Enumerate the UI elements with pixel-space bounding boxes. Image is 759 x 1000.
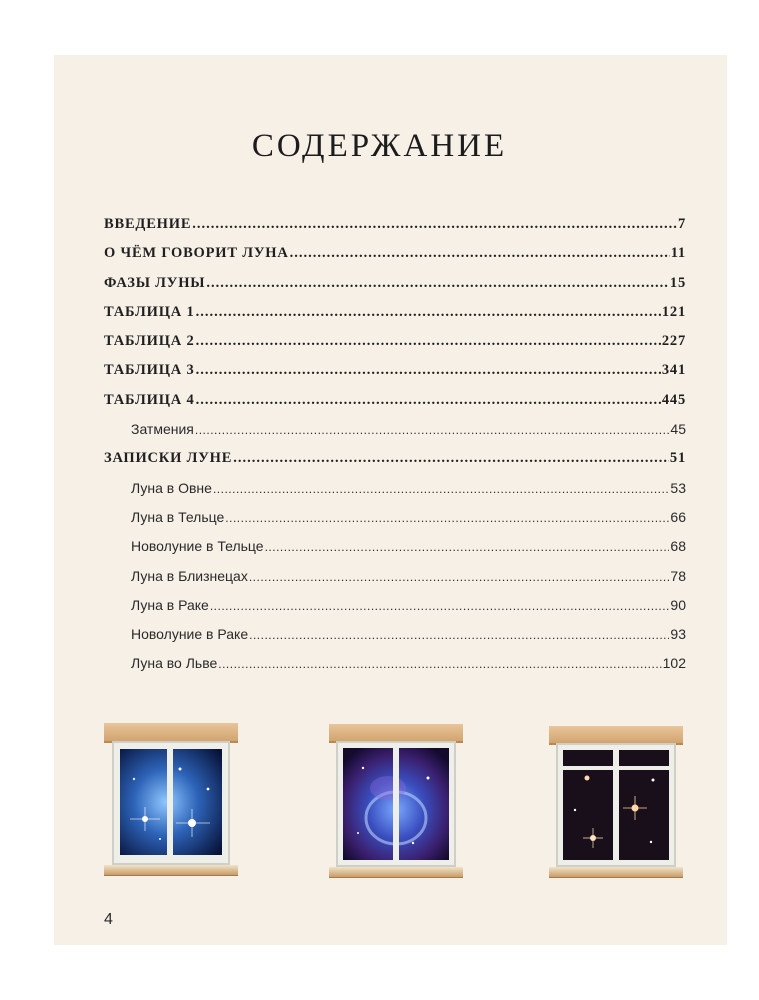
toc-entry-page: 66 (670, 508, 686, 525)
toc-entry-label: ВВЕДЕНИЕ (104, 216, 192, 232)
leader-dots (290, 245, 670, 262)
starfield-image (120, 749, 222, 855)
toc-entry-page: 53 (670, 479, 686, 496)
window-sill (549, 867, 683, 878)
leader-dots (249, 626, 669, 642)
dark-stars-image (563, 750, 669, 860)
toc-entry[interactable] (104, 245, 686, 274)
toc-entry-page: 7 (677, 216, 686, 232)
toc-entry-page: 341 (661, 362, 686, 379)
toc-entry[interactable] (104, 333, 686, 362)
toc-entry-label: Новолуние в Раке (131, 626, 249, 643)
toc-entry[interactable] (104, 304, 686, 333)
toc-entry-page: 227 (661, 333, 686, 350)
toc-entry-page: 51 (669, 450, 686, 467)
window-sill (104, 865, 238, 876)
toc-entry-page: 90 (670, 596, 686, 613)
toc-entry-label: Новолуние в Тельце (131, 538, 264, 555)
nebula-image (343, 748, 449, 860)
toc-subentry[interactable] (104, 568, 686, 597)
toc-entry-label: ТАБЛИЦА 4 (104, 391, 195, 408)
toc-entry-page: 15 (669, 274, 686, 291)
leader-dots (265, 538, 670, 554)
window-stars-dark (549, 726, 683, 877)
toc-entry-label: ЗАПИСКИ ЛУНЕ (104, 450, 233, 467)
toc-entry-label: О ЧЁМ ГОВОРИТ ЛУНА (104, 245, 289, 262)
leader-dots (233, 450, 669, 467)
toc-entry-label: Луна в Тельце (131, 508, 225, 525)
leader-dots (225, 509, 669, 525)
leader-dots (249, 568, 670, 584)
toc-entry-page: 102 (662, 655, 686, 672)
toc-entry-page: 45 (670, 421, 686, 438)
window-sill (329, 867, 463, 878)
leader-dots (206, 275, 669, 292)
toc-entry-page: 445 (661, 391, 686, 408)
leader-dots (218, 655, 661, 671)
window-starfield-blue (104, 723, 238, 877)
page-number: 4 (104, 911, 113, 928)
toc-entry[interactable] (104, 450, 686, 479)
toc-entry[interactable] (104, 392, 686, 421)
toc-subentry[interactable] (104, 626, 686, 655)
toc-subentry[interactable] (104, 538, 686, 567)
toc-subentry[interactable] (104, 597, 686, 626)
leader-dots (195, 421, 670, 437)
window-lintel (104, 723, 238, 743)
toc-entry-page: 121 (661, 303, 686, 320)
leader-dots (196, 362, 661, 379)
toc-entry-page: 93 (670, 626, 686, 643)
toc-entry-label: Луна в Раке (131, 596, 209, 613)
toc-entry-page: 11 (670, 245, 686, 262)
toc-entry-page: 78 (670, 567, 686, 584)
page-title: СОДЕРЖАНИЕ (251, 128, 508, 164)
table-of-contents (104, 216, 686, 685)
toc-subentry[interactable] (104, 421, 686, 450)
toc-entry-label: Луна во Льве (131, 655, 218, 672)
toc-entry-label: Затмения (131, 421, 194, 438)
toc-entry-label: ФАЗЫ ЛУНЫ (104, 274, 206, 291)
toc-entry[interactable] (104, 216, 686, 245)
toc-entry-label: ТАБЛИЦА 3 (104, 362, 195, 379)
toc-entry-page: 68 (670, 538, 686, 555)
toc-entry-label: ТАБЛИЦА 1 (104, 303, 195, 320)
toc-subentry[interactable] (104, 655, 686, 684)
toc-entry-label: Луна в Овне (131, 479, 212, 496)
leader-dots (213, 480, 669, 496)
leader-dots (196, 304, 661, 321)
toc-entry[interactable] (104, 275, 686, 304)
toc-entry-label: Луна в Близнецах (131, 567, 248, 584)
leader-dots (192, 216, 677, 233)
toc-entry-label: ТАБЛИЦА 2 (104, 333, 195, 350)
toc-subentry[interactable] (104, 480, 686, 509)
toc-subentry[interactable] (104, 509, 686, 538)
leader-dots (196, 333, 661, 350)
leader-dots (210, 597, 670, 613)
window-nebula (329, 724, 463, 877)
leader-dots (196, 392, 661, 409)
toc-entry[interactable] (104, 362, 686, 391)
